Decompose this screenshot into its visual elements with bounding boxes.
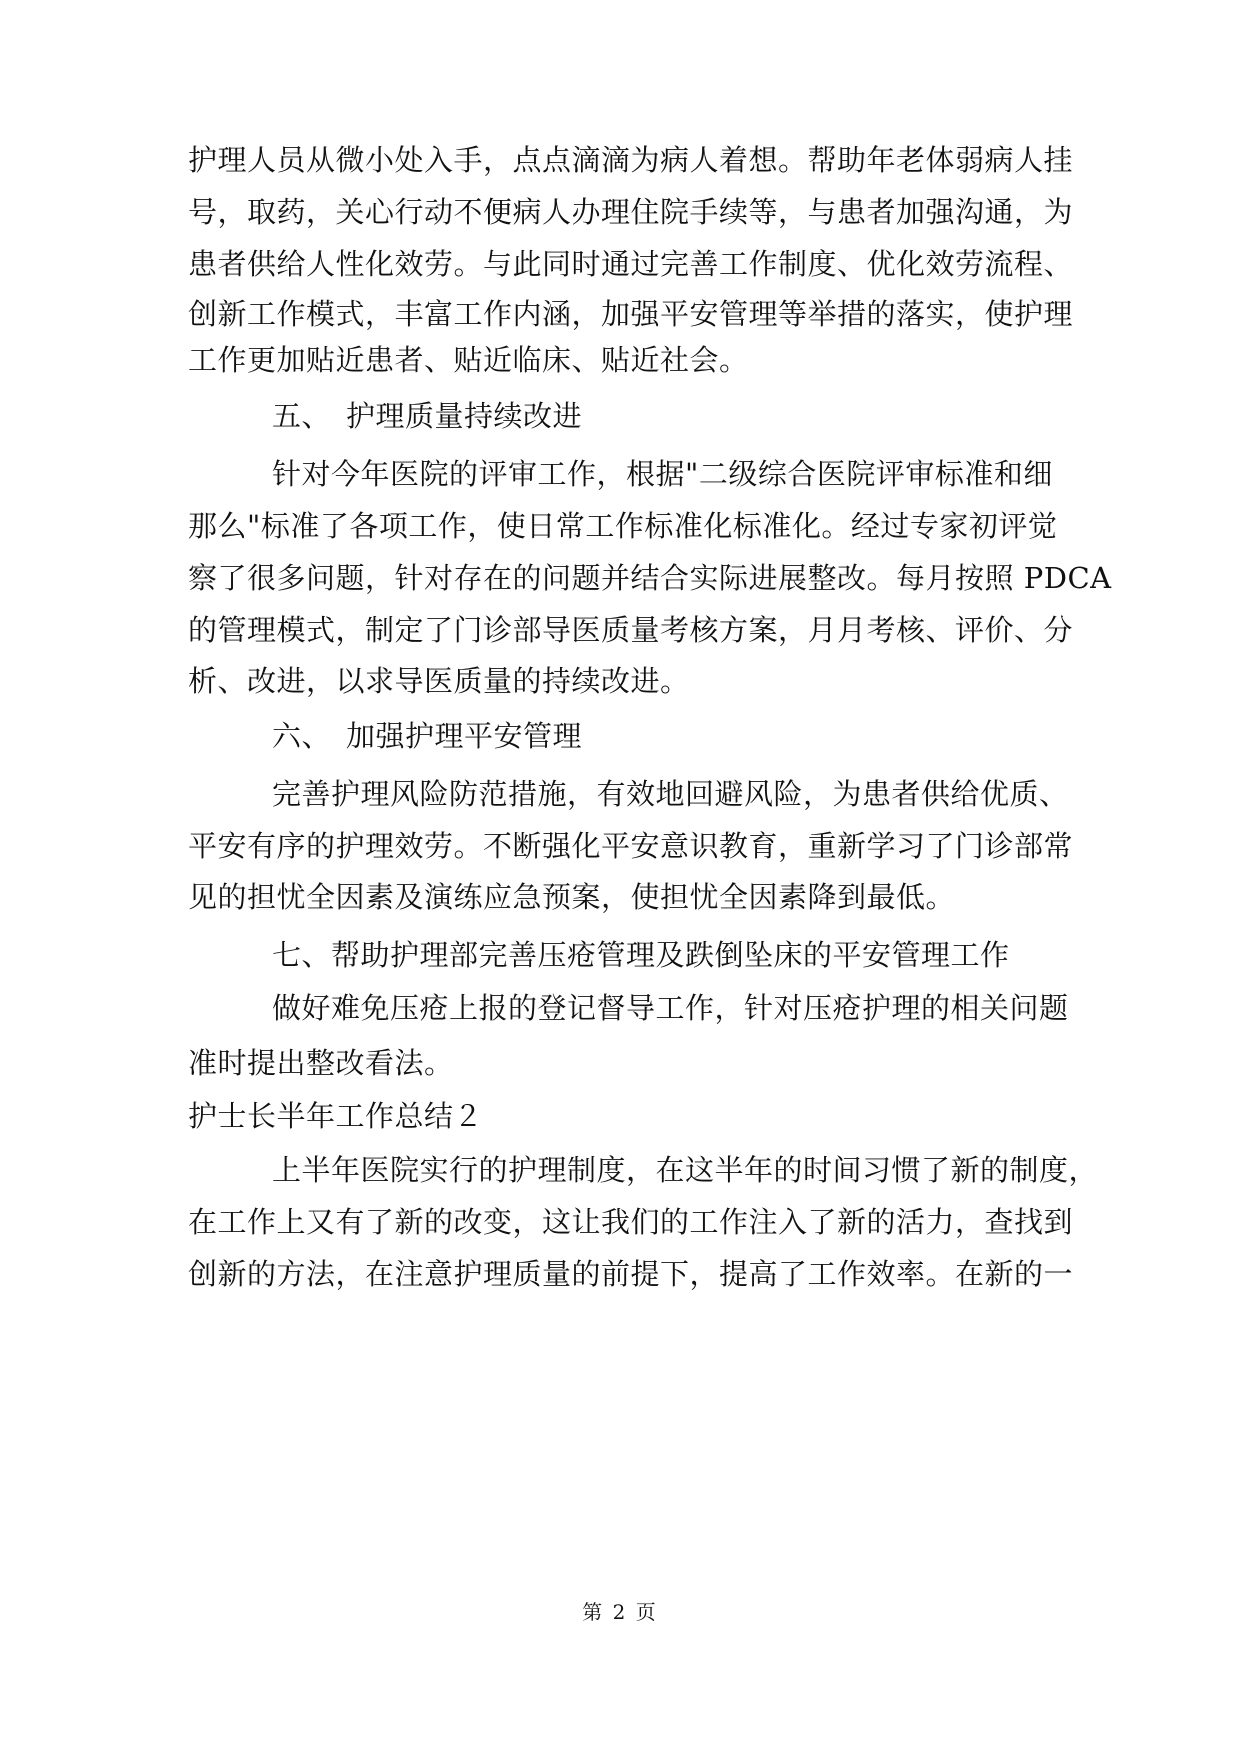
- paragraph-line: 在工作上又有了新的改变，这让我们的工作注入了新的活力，查找到: [188, 1205, 1074, 1239]
- section-heading: [272, 396, 1072, 436]
- paragraph-line: 的管理模式，制定了门诊部导医质量考核方案，月月考核、评价、分: [188, 613, 1074, 647]
- paragraph-line: 护理人员从微小处入手，点点滴滴为病人着想。帮助年老体弱病人挂: [188, 143, 1074, 177]
- paragraph-line: 平安有序的护理效劳。不断强化平安意识教育，重新学习了门诊部常: [188, 829, 1074, 863]
- paragraph-line: 完善护理风险防范措施，有效地回避风险，为患者供给优质、: [272, 777, 1069, 811]
- heading-text: 加强护理平安管理: [346, 719, 583, 753]
- paragraph-line: 创新的方法，在注意护理质量的前提下，提高了工作效率。在新的一: [188, 1257, 1074, 1291]
- paragraph-line: 准时提出整改看法。: [188, 1046, 454, 1080]
- paragraph-line: 创新工作模式，丰富工作内涵，加强平安管理等举措的落实，使护理: [188, 297, 1074, 331]
- paragraph-line: 见的担忧全因素及演练应急预案，使担忧全因素降到最低。: [188, 880, 956, 914]
- page-number: 第 2 页: [582, 1600, 658, 1624]
- paragraph-line: 患者供给人性化效劳。与此同时通过完善工作制度、优化效劳流程、: [188, 247, 1074, 281]
- paragraph-line: 做好难免压疮上报的登记督导工作，针对压疮护理的相关问题: [272, 991, 1069, 1025]
- heading-number: 五、: [272, 399, 332, 433]
- section-heading: [272, 716, 1072, 756]
- paragraph-line: 号，取药，关心行动不便病人办理住院手续等，与患者加强沟通，为: [188, 195, 1074, 229]
- paragraph-line: 上半年医院实行的护理制度，在这半年的时间习惯了新的制度，: [272, 1153, 1099, 1187]
- heading-number: 六、: [272, 719, 332, 753]
- paragraph-line: 析、改进，以求导医质量的持续改进。: [188, 664, 690, 698]
- paragraph-line: 察了很多问题，针对存在的问题并结合实际进展整改。每月按照 PDCA: [188, 561, 1112, 595]
- paragraph-line: 针对今年医院的评审工作，根据"二级综合医院评审标准和细: [272, 457, 1053, 491]
- paragraph-line: 那么"标准了各项工作，使日常工作标准化标准化。经过专家初评觉: [188, 509, 1058, 543]
- paragraph-line: 工作更加贴近患者、贴近临床、贴近社会。: [188, 343, 749, 377]
- section-heading: 七、帮助护理部完善压疮管理及跌倒坠床的平安管理工作: [272, 938, 1010, 972]
- heading-text: 护理质量持续改进: [346, 399, 583, 433]
- section-title: 护士长半年工作总结２: [188, 1099, 484, 1133]
